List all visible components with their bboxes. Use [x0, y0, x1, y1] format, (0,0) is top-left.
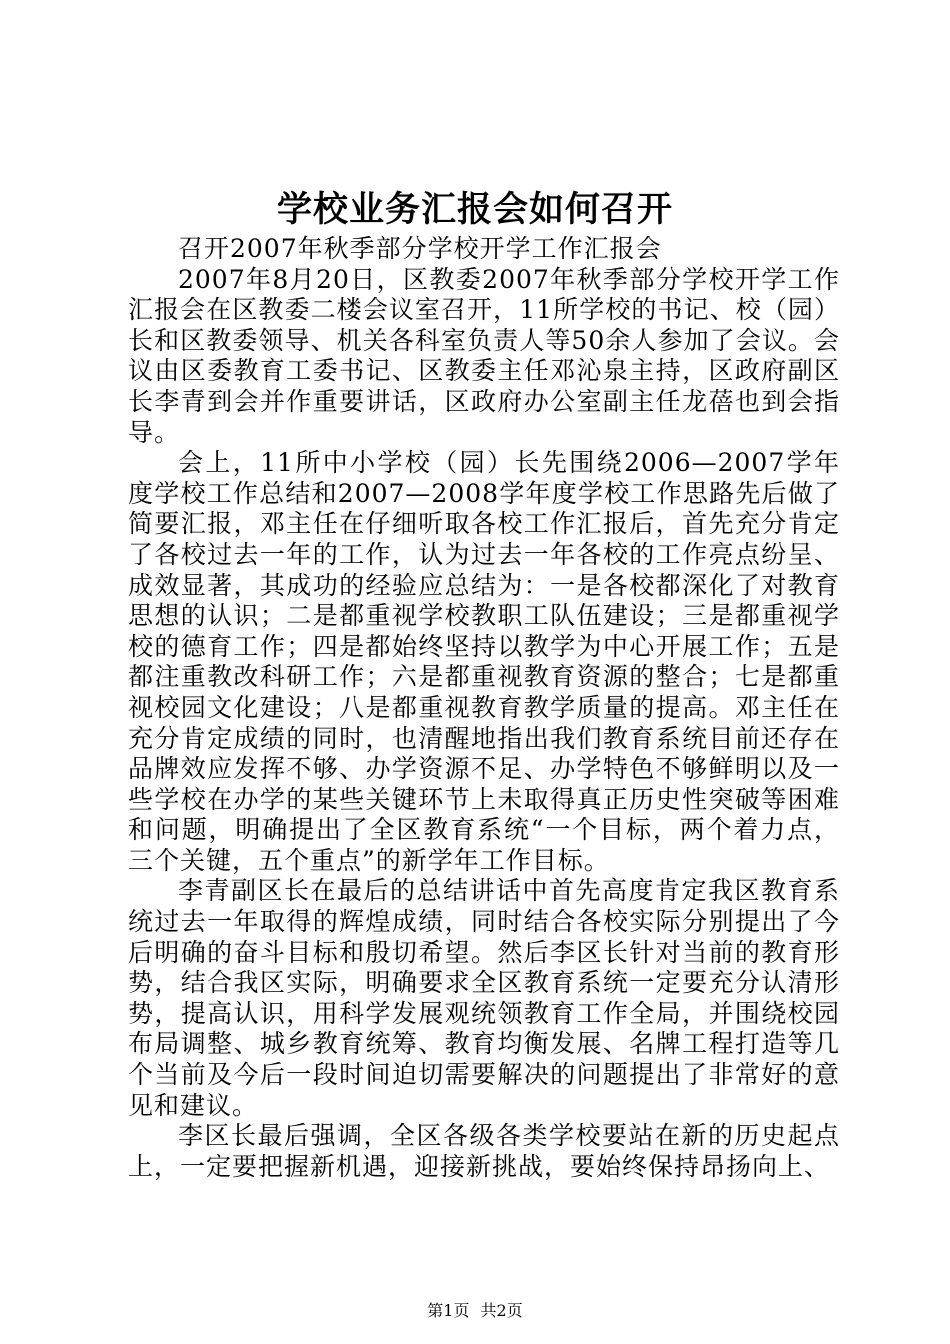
paragraph-subtitle: 召开2007年秋季部分学校开学工作汇报会 — [178, 234, 662, 263]
paragraph-final-emphasis: 李区长最后强调，全区各级各类学校要站在新的历史起点上，一定要把握新机遇，迎接新挑战，要始终保持昂扬向上、 — [128, 1121, 840, 1181]
document-body — [128, 234, 840, 1182]
page-footer — [0, 1301, 950, 1321]
paragraph-meeting-intro: 2007年8月20日，区教委2007年秋季部分学校开学工作汇报会在区教委二楼会议室召开，11所学校的书记、校（园）长和区教委领导、机关各科室负责人等50余人参加了会议。会议由区委教育工委书记、区教委主任邓沁泉主持，区政府副区长李青到会并作重要讲话，区政府办公室副主任龙蓓也到会指导。 — [128, 264, 840, 447]
page-total: 共2页 — [480, 1301, 523, 1320]
document-title: 学校业务汇报会如何召开 — [276, 189, 673, 230]
paragraph-school-reports: 会上，11所中小学校（园）长先围绕2006—2007学年度学校工作总结和2007—2008学年度学校工作思路先后做了简要汇报，邓主任在仔细听取各校工作汇报后，首先充分肯定了各校过去一年的工作，认为过去一年各校的工作亮点纷呈、成效显著，其成功的经验应总结为：一是各校都深化了对教育思想的认识；二是都重视学校教职工队伍建设；三是都重视学校的德育工作；四是都始终坚持以教学为中心开展工作；五是都注重教改科研工作；六是都重视教育资源的整合；七是都重视校园文化建设；八是都重视教育教学质量的提高。邓主任在充分肯定成绩的同时，也清醒地指出我们教育系统目前还存在品牌效应发挥不够、办学资源不足、办学特色不够鲜明以及一些学校在办学的某些关键环节上未取得真正历史性突破等困难和问题，明确提出了全区教育系统“一个目标，两个着力点，三个关键，五个重点”的新学年工作目标。 — [128, 448, 840, 875]
page-number: 第1页 — [427, 1301, 470, 1320]
paragraph-summary-speech: 李青副区长在最后的总结讲话中首先高度肯定我区教育系统过去一年取得的辉煌成绩，同时结合各校实际分别提出了今后明确的奋斗目标和殷切希望。然后李区长针对当前的教育形势，结合我区实际，明确要求全区教育系统一定要充分认清形势，提高认识，用科学发展观统领教育工作全局，并围绕校园布局调整、城乡教育统筹、教育均衡发展、名牌工程打造等几个当前及今后一段时间迫切需要解决的问题提出了非常好的意见和建议。 — [128, 876, 840, 1120]
